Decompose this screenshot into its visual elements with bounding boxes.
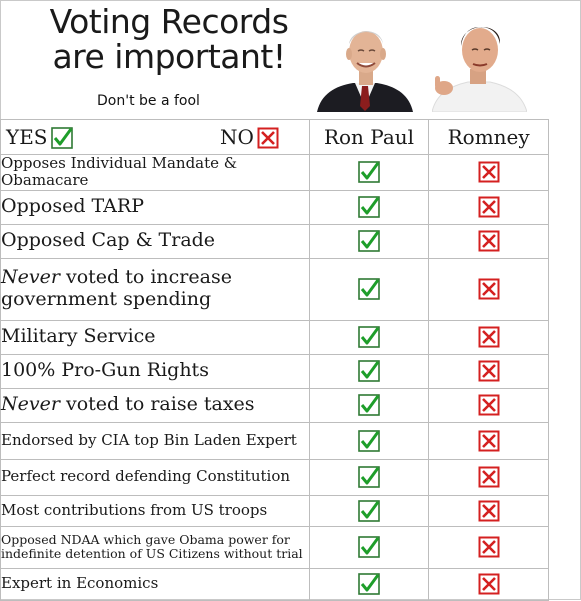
voting-record-table xyxy=(0,119,549,601)
candidate-header-romney: Romney xyxy=(429,120,549,155)
criterion-emphasis: Never xyxy=(1,266,60,289)
criterion-label: Opposes Individual Mandate & Obamacare xyxy=(1,155,310,191)
romney-mark xyxy=(429,568,549,600)
romney-mark xyxy=(429,258,549,320)
ron-paul-mark xyxy=(309,388,429,422)
romney-mark xyxy=(429,459,549,495)
table-row xyxy=(1,568,549,600)
green-checkmark-icon xyxy=(358,430,380,452)
ron-paul-mark xyxy=(309,190,429,224)
romney-mark xyxy=(429,224,549,258)
red-x-box-icon xyxy=(478,161,500,183)
romney-mark xyxy=(429,190,549,224)
yes-legend xyxy=(6,126,73,149)
ron-paul-mark xyxy=(309,459,429,495)
red-x-box-icon xyxy=(478,278,500,300)
tagline: Don't be a fool xyxy=(97,93,200,109)
criterion-label: Perfect record defending Constitution xyxy=(1,459,310,495)
green-checkmark-icon xyxy=(358,536,380,558)
yes-label: YES xyxy=(6,125,48,149)
no-label: NO xyxy=(220,125,254,149)
ron-paul-mark xyxy=(309,155,429,191)
headline-line-1: Voting Records xyxy=(49,2,289,41)
green-checkmark-icon xyxy=(358,326,380,348)
romney-mark xyxy=(429,320,549,354)
criterion-label xyxy=(1,258,310,320)
candidate-header-ron-paul: Ron Paul xyxy=(309,120,429,155)
legend-cell xyxy=(1,120,310,155)
red-x-box-icon xyxy=(257,127,279,149)
romney-mark xyxy=(429,388,549,422)
table-row xyxy=(1,224,549,258)
red-x-box-icon xyxy=(478,500,500,522)
ron-paul-mark xyxy=(309,422,429,459)
criterion-label: Opposed Cap & Trade xyxy=(1,224,310,258)
ron-paul-mark xyxy=(309,258,429,320)
table-row xyxy=(1,320,549,354)
ron-paul-mark xyxy=(309,320,429,354)
no-legend xyxy=(220,126,279,149)
romney-mark xyxy=(429,155,549,191)
red-x-box-icon xyxy=(478,230,500,252)
table-row xyxy=(1,354,549,388)
criterion-rest: voted to raise taxes xyxy=(59,393,255,416)
criterion-emphasis: Never xyxy=(1,393,60,416)
red-x-box-icon xyxy=(478,536,500,558)
green-checkmark-icon xyxy=(358,394,380,416)
red-x-box-icon xyxy=(478,196,500,218)
romney-photo xyxy=(432,14,527,112)
red-x-box-icon xyxy=(478,466,500,488)
table-row xyxy=(1,526,549,568)
red-x-box-icon xyxy=(478,394,500,416)
red-x-box-icon xyxy=(478,430,500,452)
criterion-rest: voted to increase government spending xyxy=(1,266,232,310)
ron-paul-mark xyxy=(309,495,429,526)
criterion-label: Opposed NDAA which gave Obama power for indefinite detention of US Citizens without trial xyxy=(1,526,310,568)
table-row xyxy=(1,422,549,459)
table-row xyxy=(1,190,549,224)
green-checkmark-icon xyxy=(358,466,380,488)
criterion-label: Most contributions from US troops xyxy=(1,495,310,526)
criterion-label xyxy=(1,388,310,422)
table-row xyxy=(1,155,549,191)
criterion-label: Opposed TARP xyxy=(1,190,310,224)
ron-paul-mark xyxy=(309,354,429,388)
romney-mark xyxy=(429,526,549,568)
headline xyxy=(24,4,314,74)
criterion-label: Expert in Economics xyxy=(1,568,310,600)
criterion-label: Endorsed by CIA top Bin Laden Expert xyxy=(1,422,310,459)
green-checkmark-icon xyxy=(358,196,380,218)
red-x-box-icon xyxy=(478,326,500,348)
ron-paul-mark xyxy=(309,568,429,600)
table-row xyxy=(1,388,549,422)
romney-mark xyxy=(429,495,549,526)
green-checkmark-icon xyxy=(358,230,380,252)
green-checkmark-icon xyxy=(51,127,73,149)
ron-paul-mark xyxy=(309,526,429,568)
criterion-label: Military Service xyxy=(1,320,310,354)
table-row xyxy=(1,258,549,320)
green-checkmark-icon xyxy=(358,360,380,382)
headline-line-2: are important! xyxy=(52,37,286,76)
ron-paul-photo xyxy=(315,14,415,112)
red-x-box-icon xyxy=(478,573,500,595)
table-header-row xyxy=(1,120,549,155)
table-row xyxy=(1,495,549,526)
criterion-label: 100% Pro-Gun Rights xyxy=(1,354,310,388)
romney-mark xyxy=(429,354,549,388)
table-row xyxy=(1,459,549,495)
romney-mark xyxy=(429,422,549,459)
green-checkmark-icon xyxy=(358,278,380,300)
ron-paul-mark xyxy=(309,224,429,258)
green-checkmark-icon xyxy=(358,500,380,522)
green-checkmark-icon xyxy=(358,573,380,595)
red-x-box-icon xyxy=(478,360,500,382)
green-checkmark-icon xyxy=(358,161,380,183)
